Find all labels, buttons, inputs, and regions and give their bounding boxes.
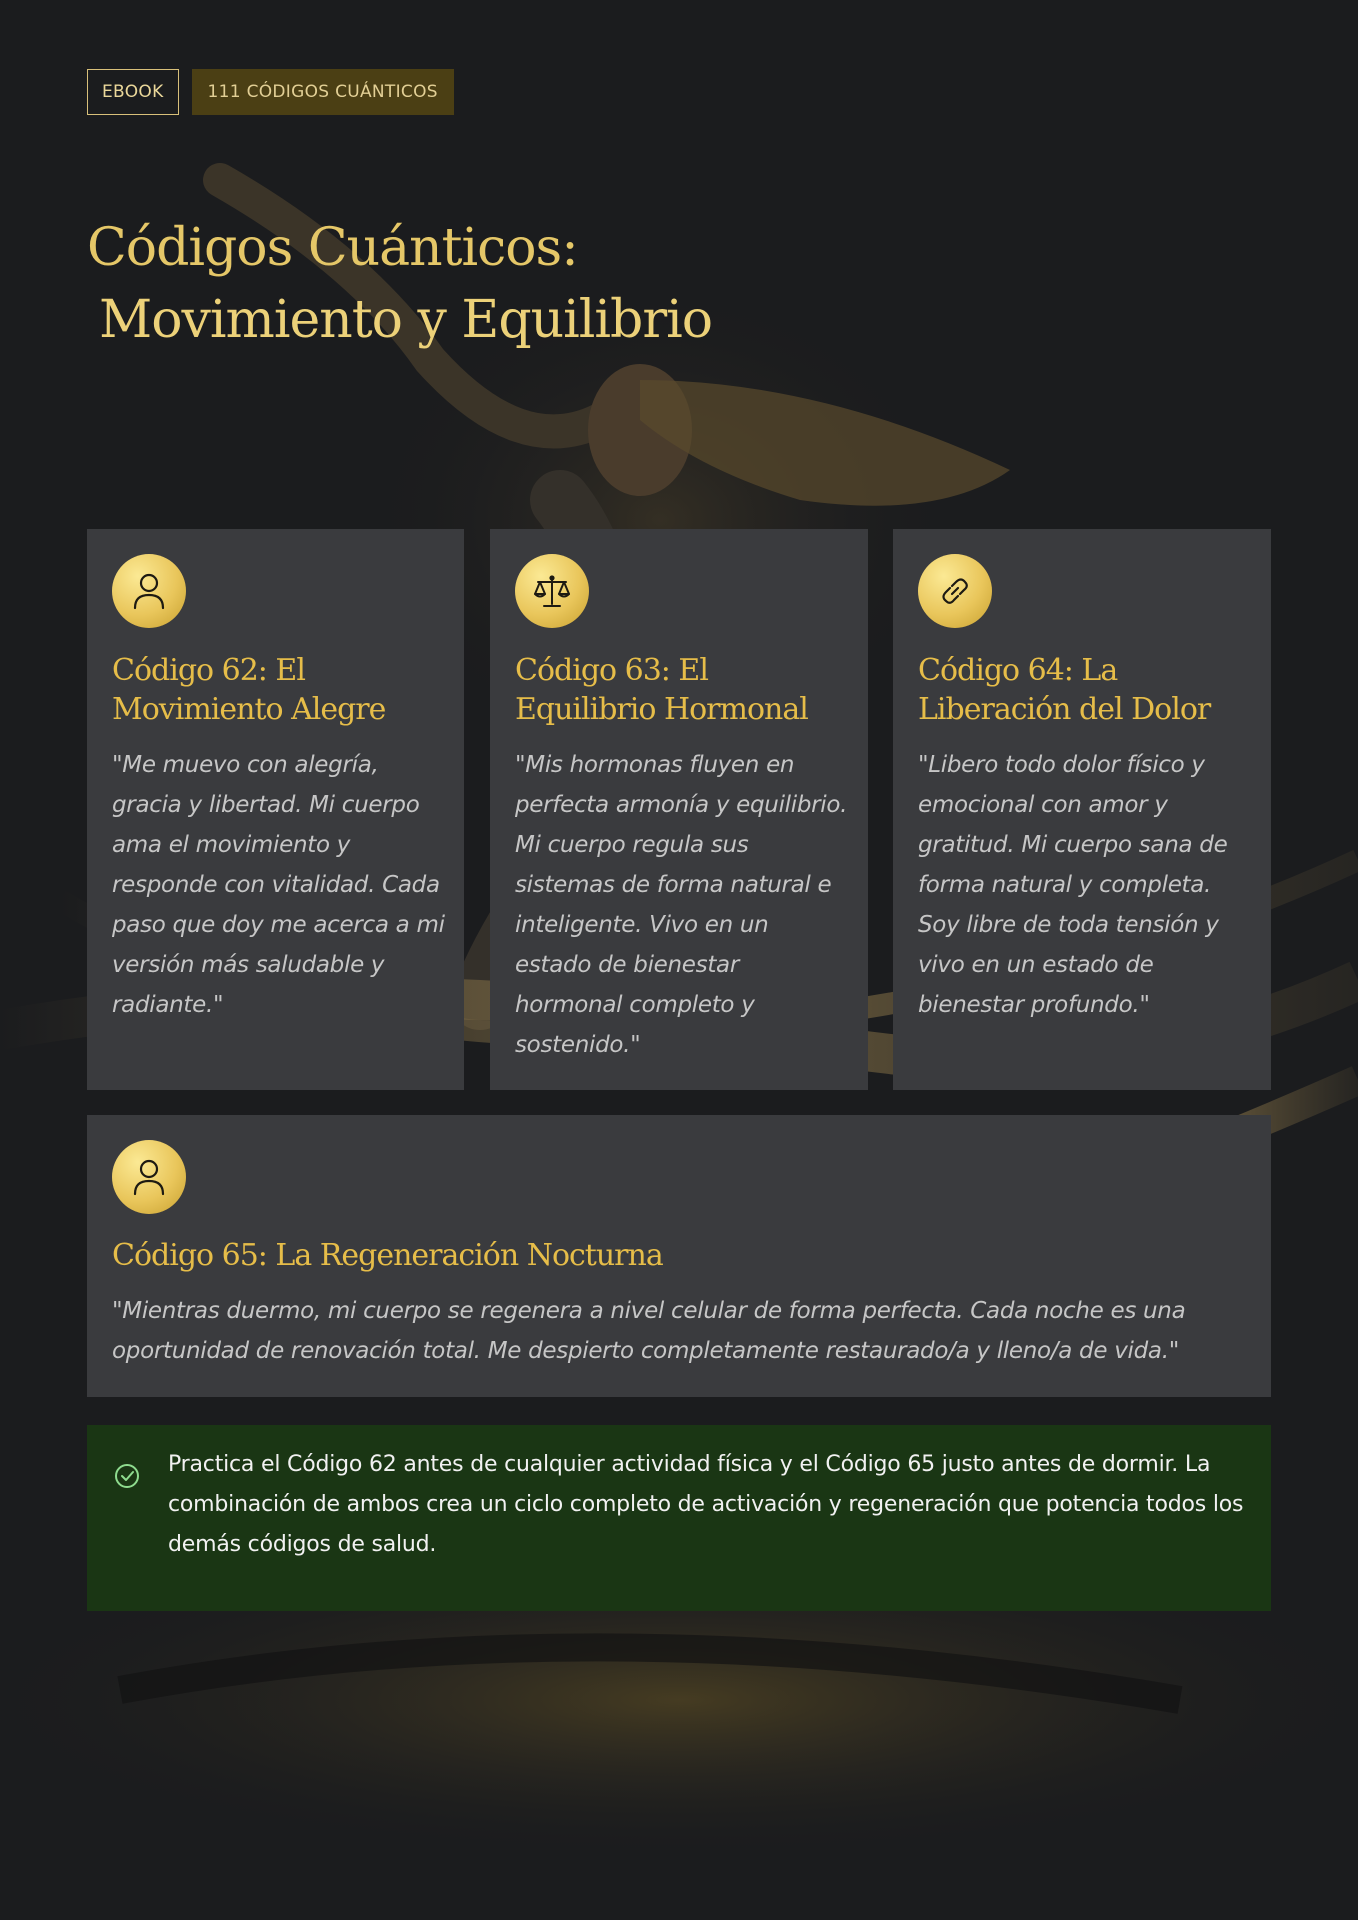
page-title [87,212,712,356]
code-card-title: Código 63: El Equilibrio Hormonal [515,653,808,727]
link-icon [918,554,992,628]
code-card-65 [87,1115,1271,1397]
code-card-affirmation: "Mis hormonas fluyen en perfecta armonía y equilibrio. Mi cuerpo regula sus sistemas de forma natural e inteligente. Vivo en un estado de bienestar hormonal completo y sostenido." [515,752,848,1058]
practice-tip [87,1425,1271,1611]
person-icon [112,554,186,628]
code-card-62 [87,529,464,1090]
person-icon [112,1140,186,1214]
code-card-affirmation: "Me muevo con alegría, gracia y libertad. Mi cuerpo ama el movimiento y responde con vitalidad. Cada paso que doy me acerca a mi versión más saludable y radiante." [112,752,445,1018]
collection-tag: 111 CÓDIGOS CUÁNTICOS [192,69,454,115]
code-card-64 [893,529,1271,1090]
scales-icon [515,554,589,628]
code-card-title: Código 62: El Movimiento Alegre [112,653,386,727]
practice-tip-text: Practica el Código 62 antes de cualquier actividad física y el Código 65 justo antes de dormir. La combinación de ambos crea un ciclo completo de activación y regeneración que potencia todos los demás códigos de salud. [168,1452,1244,1557]
code-card-63 [490,529,868,1090]
page-title-line-1: Códigos Cuánticos: [87,218,578,278]
tag-row [87,69,454,115]
ebook-tag: EBOOK [87,69,179,115]
code-card-affirmation: "Libero todo dolor físico y emocional con amor y gratitud. Mi cuerpo sana de forma natural y completa. Soy libre de toda tensión y vivo en un estado de bienestar profundo." [918,752,1228,1018]
code-card-affirmation: "Mientras duermo, mi cuerpo se regenera a nivel celular de forma perfecta. Cada noche es una oportunidad de renovación total. Me despierto completamente restaurado/a y lleno/a de vida." [112,1298,1186,1364]
code-card-title: Código 64: La Liberación del Dolor [918,653,1211,727]
code-card-title: Código 65: La Regeneración Nocturna [112,1238,663,1273]
check-circle-icon [114,1463,140,1489]
page-title-line-2: Movimiento y Equilibrio [99,290,713,350]
